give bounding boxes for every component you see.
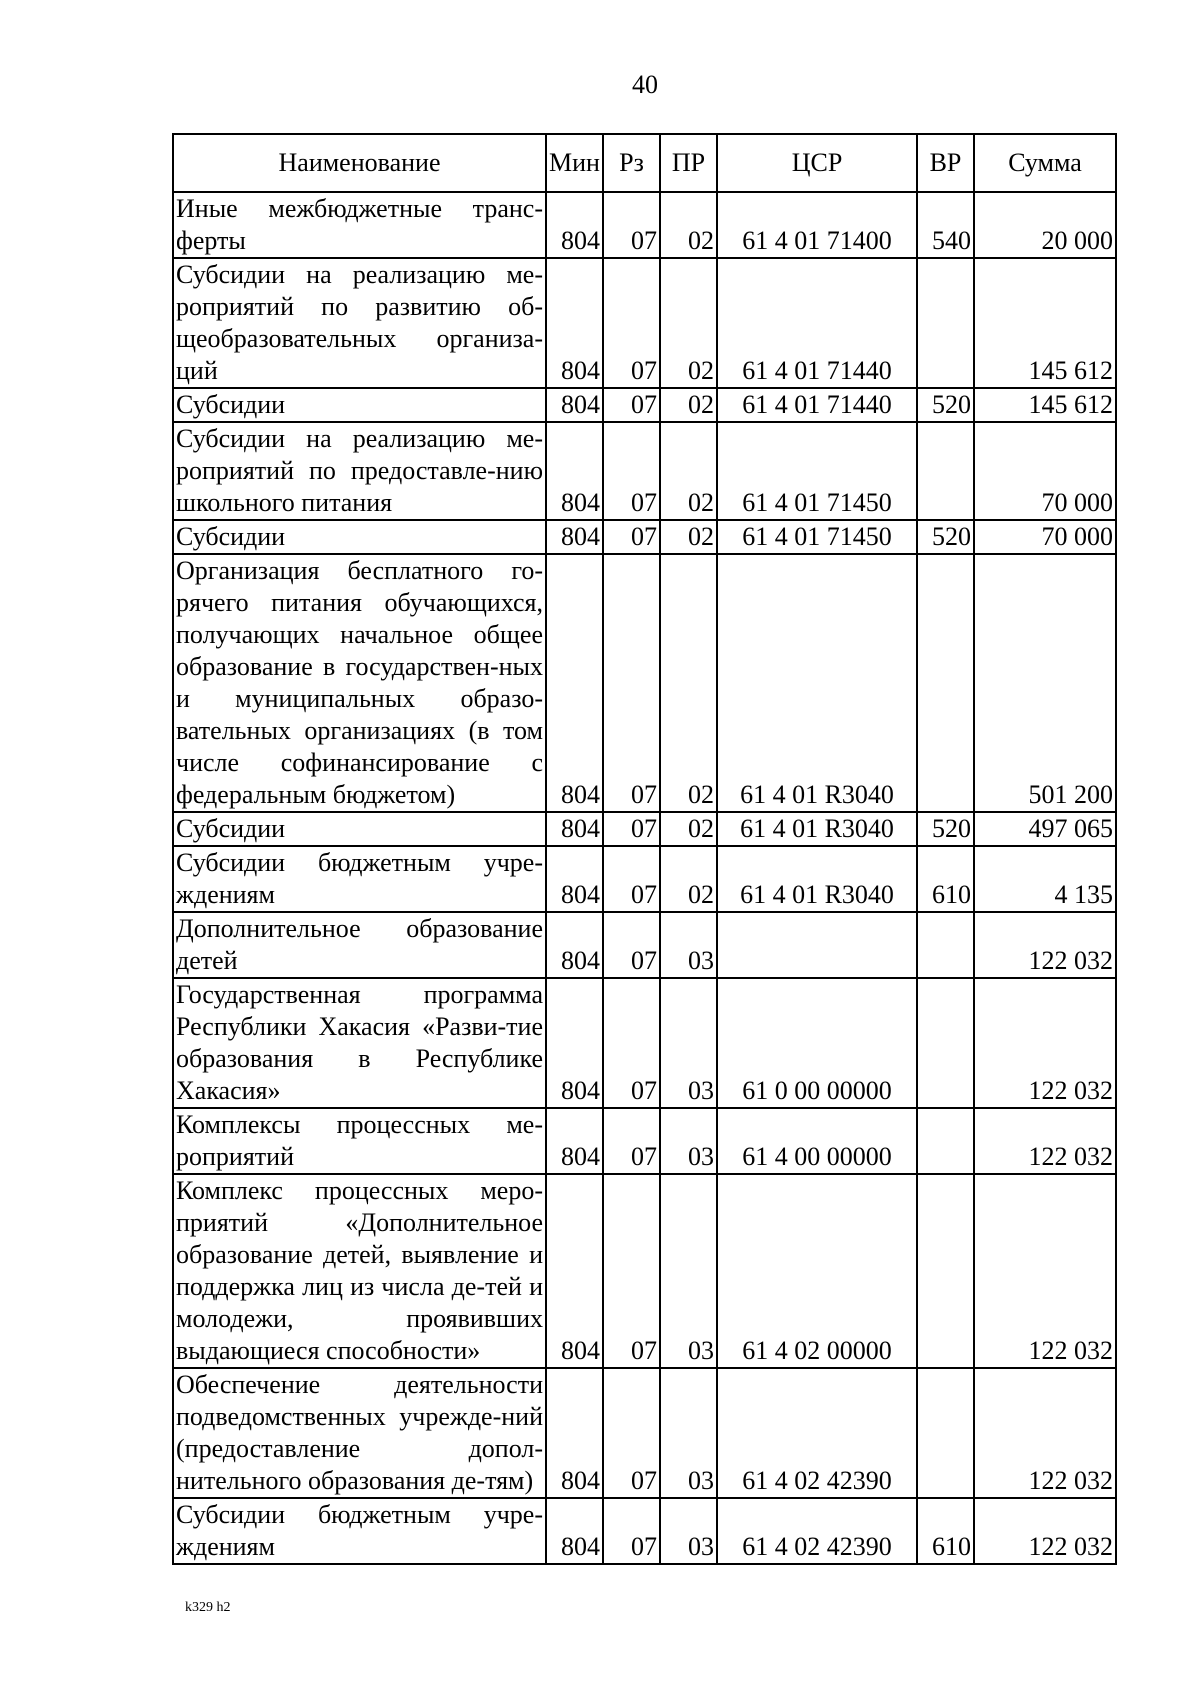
footer-code: k329 h2 bbox=[185, 1600, 231, 1615]
row-vr: 540 bbox=[917, 192, 974, 258]
table-row bbox=[173, 1174, 1116, 1368]
row-sum: 70 000 bbox=[974, 520, 1116, 554]
row-min: 804 bbox=[546, 388, 603, 422]
row-vr bbox=[917, 554, 974, 812]
row-sum: 145 612 bbox=[974, 388, 1116, 422]
row-vr: 520 bbox=[917, 812, 974, 846]
row-min: 804 bbox=[546, 912, 603, 978]
row-rz: 07 bbox=[603, 1108, 660, 1174]
row-sum: 122 032 bbox=[974, 1108, 1116, 1174]
row-name: Субсидии бюджетным учре-ждениям bbox=[173, 1498, 546, 1564]
row-rz: 07 bbox=[603, 1498, 660, 1564]
row-csr: 61 4 01 71400 bbox=[717, 192, 917, 258]
row-pr: 02 bbox=[660, 846, 717, 912]
row-rz: 07 bbox=[603, 422, 660, 520]
row-vr: 610 bbox=[917, 1498, 974, 1564]
row-csr: 61 0 00 00000 bbox=[717, 978, 917, 1108]
header-min: Мин bbox=[546, 134, 603, 192]
row-rz: 07 bbox=[603, 912, 660, 978]
row-min: 804 bbox=[546, 422, 603, 520]
row-rz: 07 bbox=[603, 846, 660, 912]
row-vr bbox=[917, 1368, 974, 1498]
budget-table bbox=[172, 133, 1117, 1565]
row-min: 804 bbox=[546, 978, 603, 1108]
row-name: Комплекс процессных меро-приятий «Дополнительное образование детей, выявление и поддержка лиц из числа де-тей и молодежи, проявивших выдающиеся способности» bbox=[173, 1174, 546, 1368]
row-min: 804 bbox=[546, 520, 603, 554]
row-min: 804 bbox=[546, 192, 603, 258]
table-row bbox=[173, 978, 1116, 1108]
table-row bbox=[173, 1108, 1116, 1174]
row-csr: 61 4 02 00000 bbox=[717, 1174, 917, 1368]
row-name: Государственная программа Республики Хакасия «Разви-тие образования в Республике Хакасия» bbox=[173, 978, 546, 1108]
row-name: Иные межбюджетные транс-ферты bbox=[173, 192, 546, 258]
row-min: 804 bbox=[546, 812, 603, 846]
table-row bbox=[173, 1498, 1116, 1564]
row-sum: 70 000 bbox=[974, 422, 1116, 520]
row-csr: 61 4 01 71450 bbox=[717, 520, 917, 554]
row-sum: 4 135 bbox=[974, 846, 1116, 912]
table-header-row bbox=[173, 134, 1116, 192]
row-vr: 610 bbox=[917, 846, 974, 912]
row-pr: 03 bbox=[660, 1174, 717, 1368]
row-vr bbox=[917, 978, 974, 1108]
table-row bbox=[173, 388, 1116, 422]
row-rz: 07 bbox=[603, 554, 660, 812]
row-csr: 61 4 01 R3040 bbox=[717, 812, 917, 846]
header-vr: ВР bbox=[917, 134, 974, 192]
row-rz: 07 bbox=[603, 520, 660, 554]
row-name: Субсидии бюджетным учре-ждениям bbox=[173, 846, 546, 912]
row-min: 804 bbox=[546, 846, 603, 912]
row-sum: 122 032 bbox=[974, 978, 1116, 1108]
header-name: Наименование bbox=[173, 134, 546, 192]
row-vr bbox=[917, 258, 974, 388]
row-rz: 07 bbox=[603, 1174, 660, 1368]
page-number: 40 bbox=[632, 70, 658, 99]
row-name: Субсидии на реализацию ме-роприятий по развитию об-щеобразовательных организа-ций bbox=[173, 258, 546, 388]
row-vr: 520 bbox=[917, 520, 974, 554]
row-name: Субсидии bbox=[173, 388, 546, 422]
row-vr bbox=[917, 1174, 974, 1368]
row-rz: 07 bbox=[603, 388, 660, 422]
row-csr: 61 4 02 42390 bbox=[717, 1368, 917, 1498]
row-min: 804 bbox=[546, 258, 603, 388]
row-name: Обеспечение деятельности подведомственных учрежде-ний (предоставление допол-нительного образования де-тям) bbox=[173, 1368, 546, 1498]
row-sum: 122 032 bbox=[974, 912, 1116, 978]
row-sum: 145 612 bbox=[974, 258, 1116, 388]
row-rz: 07 bbox=[603, 192, 660, 258]
row-rz: 07 bbox=[603, 812, 660, 846]
table-row bbox=[173, 846, 1116, 912]
row-rz: 07 bbox=[603, 978, 660, 1108]
header-csr: ЦСР bbox=[717, 134, 917, 192]
table-row bbox=[173, 912, 1116, 978]
row-sum: 122 032 bbox=[974, 1174, 1116, 1368]
row-pr: 03 bbox=[660, 1498, 717, 1564]
header-rz: Рз bbox=[603, 134, 660, 192]
row-min: 804 bbox=[546, 1368, 603, 1498]
row-name: Дополнительное образование детей bbox=[173, 912, 546, 978]
row-csr: 61 4 01 71450 bbox=[717, 422, 917, 520]
row-pr: 02 bbox=[660, 554, 717, 812]
row-csr: 61 4 02 42390 bbox=[717, 1498, 917, 1564]
row-min: 804 bbox=[546, 1498, 603, 1564]
header-pr: ПР bbox=[660, 134, 717, 192]
row-sum: 20 000 bbox=[974, 192, 1116, 258]
row-pr: 02 bbox=[660, 388, 717, 422]
row-pr: 02 bbox=[660, 192, 717, 258]
table-row bbox=[173, 422, 1116, 520]
row-csr: 61 4 01 71440 bbox=[717, 388, 917, 422]
row-pr: 02 bbox=[660, 812, 717, 846]
row-vr bbox=[917, 1108, 974, 1174]
row-name: Комплексы процессных ме-роприятий bbox=[173, 1108, 546, 1174]
row-vr: 520 bbox=[917, 388, 974, 422]
table-row bbox=[173, 192, 1116, 258]
row-csr: 61 4 00 00000 bbox=[717, 1108, 917, 1174]
row-name: Субсидии bbox=[173, 812, 546, 846]
row-min: 804 bbox=[546, 1174, 603, 1368]
row-rz: 07 bbox=[603, 258, 660, 388]
row-sum: 497 065 bbox=[974, 812, 1116, 846]
table-row bbox=[173, 1368, 1116, 1498]
row-min: 804 bbox=[546, 554, 603, 812]
row-pr: 02 bbox=[660, 258, 717, 388]
row-pr: 02 bbox=[660, 422, 717, 520]
table-row bbox=[173, 258, 1116, 388]
table-row bbox=[173, 554, 1116, 812]
row-pr: 03 bbox=[660, 1108, 717, 1174]
row-name: Субсидии bbox=[173, 520, 546, 554]
row-csr: 61 4 01 R3040 bbox=[717, 846, 917, 912]
row-csr: 61 4 01 R3040 bbox=[717, 554, 917, 812]
row-pr: 02 bbox=[660, 520, 717, 554]
row-pr: 03 bbox=[660, 978, 717, 1108]
row-sum: 122 032 bbox=[974, 1368, 1116, 1498]
table-row bbox=[173, 812, 1116, 846]
row-rz: 07 bbox=[603, 1368, 660, 1498]
header-sum: Сумма bbox=[974, 134, 1116, 192]
row-csr bbox=[717, 912, 917, 978]
table-body bbox=[173, 192, 1116, 1564]
row-csr: 61 4 01 71440 bbox=[717, 258, 917, 388]
row-min: 804 bbox=[546, 1108, 603, 1174]
row-pr: 03 bbox=[660, 912, 717, 978]
row-name: Организация бесплатного го-рячего питания обучающихся, получающих начальное общее образование в государствен-ных и муниципальных образо-вательных организациях (в том числе софинансирование с федеральным бюджетом) bbox=[173, 554, 546, 812]
row-vr bbox=[917, 912, 974, 978]
row-sum: 122 032 bbox=[974, 1498, 1116, 1564]
table-row bbox=[173, 520, 1116, 554]
row-name: Субсидии на реализацию ме-роприятий по предоставле-нию школьного питания bbox=[173, 422, 546, 520]
row-vr bbox=[917, 422, 974, 520]
row-pr: 03 bbox=[660, 1368, 717, 1498]
row-sum: 501 200 bbox=[974, 554, 1116, 812]
